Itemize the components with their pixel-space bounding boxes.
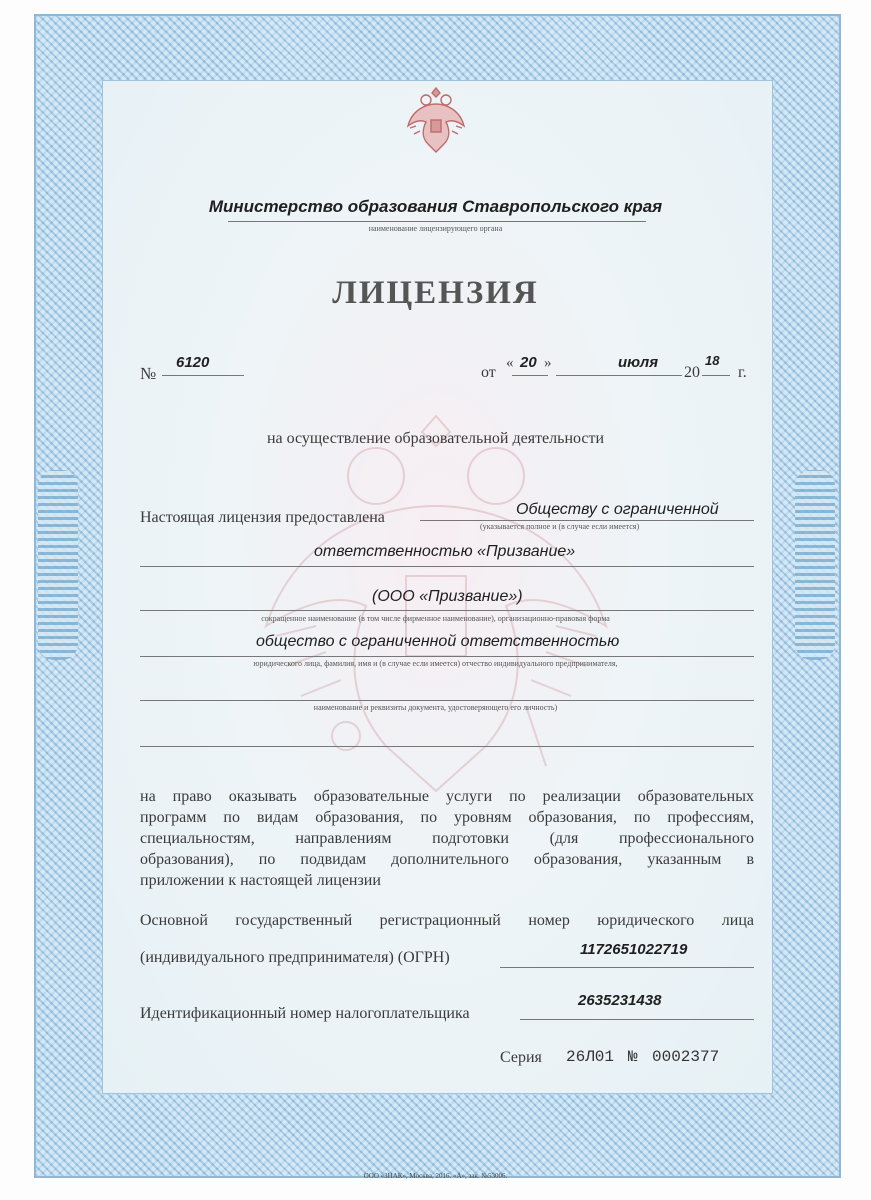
coat-of-arms-icon [404,82,468,158]
ministry-caption: наименование лицензирующего органа [368,224,503,233]
series-number-label: № [628,1048,638,1066]
holder-line-3: (ООО «Призвание») [372,588,523,605]
ogrn-label-line-2: (индивидуального предпринимателя) (ОГРН) [140,949,450,966]
holder-caption-4: наименование и реквизиты документа, удостоверяющего его личность) [313,703,558,712]
holder-line-2: ответственностью «Призвание» [314,543,576,560]
holder-underline-1 [420,520,754,521]
series-label: Серия [500,1049,542,1066]
ogrn-underline [500,967,754,968]
inn-label: Идентификационный номер налогоплательщика [140,1005,470,1022]
holder-caption-2: сокращенное наименование (в том числе фирменное наименование), организационно-правовая форма [261,614,610,623]
day-underline [512,375,548,376]
ogrn-label-line-1 [140,910,754,931]
holder-underline-6 [140,746,754,747]
date-year-unit: г. [738,364,747,381]
date-day: 20 [520,354,537,371]
granted-label: Настоящая лицензия предоставлена [140,509,385,526]
date-close-quote: » [544,355,552,371]
date-year-suffix: 18 [705,353,720,368]
rights-line: на право оказывать образовательные услуги по реализации образовательных [140,788,754,805]
date-from-label: от [481,364,496,381]
date-month: июля [618,354,659,371]
date-open-quote: « [506,355,514,371]
ogrn-label: Основной государственный регистрационный номер юридического лица [140,912,754,929]
holder-line-1: Обществу с ограниченной [516,501,719,518]
holder-underline-4 [140,656,754,657]
date-year-prefix: 20 [684,364,700,381]
holder-underline-3 [140,610,754,611]
rights-line: образования), по подвидам дополнительного образования, указанным в [140,851,754,868]
year-underline [702,375,730,376]
right-ornament [795,470,835,660]
holder-underline-2 [140,566,754,567]
inn-value: 2635231438 [578,992,662,1009]
ministry-underline [228,221,646,222]
printer-footer: ООО «ЗНАК», Москва, 2016. «А», зак. №53006. [363,1172,508,1180]
holder-underline-5 [140,700,754,701]
inn-underline [520,1019,754,1020]
page-title: ЛИЦЕНЗИЯ [332,275,539,311]
ministry-name: Министерство образования Ставропольского края [208,197,663,216]
rights-line: специальностям, направлениям подготовки (для профессионального [140,830,754,847]
holder-caption-1: (указывается полное и (в случае если имеется) [480,522,640,531]
rights-line: программ по видам образования, по уровням образования, по профессиям, [140,809,754,826]
left-ornament [38,470,78,660]
series-value: 26Л01 [566,1048,615,1066]
license-number: 6120 [176,354,210,371]
holder-caption-3: юридического лица, фамилия, имя и (в случае если имеется) отчество индивидуального предпринимателя, [253,659,618,668]
rights-paragraph [140,786,754,891]
license-purpose: на осуществление образовательной деятельности [266,430,605,447]
number-label: № [140,364,157,383]
number-underline [162,375,244,376]
series-number: 0002377 [652,1048,720,1066]
ogrn-value: 1172651022719 [580,941,688,958]
holder-line-4: общество с ограниченной ответственностью [256,633,620,650]
rights-line: приложении к настоящей лицензии [140,872,381,889]
month-underline [556,375,682,376]
